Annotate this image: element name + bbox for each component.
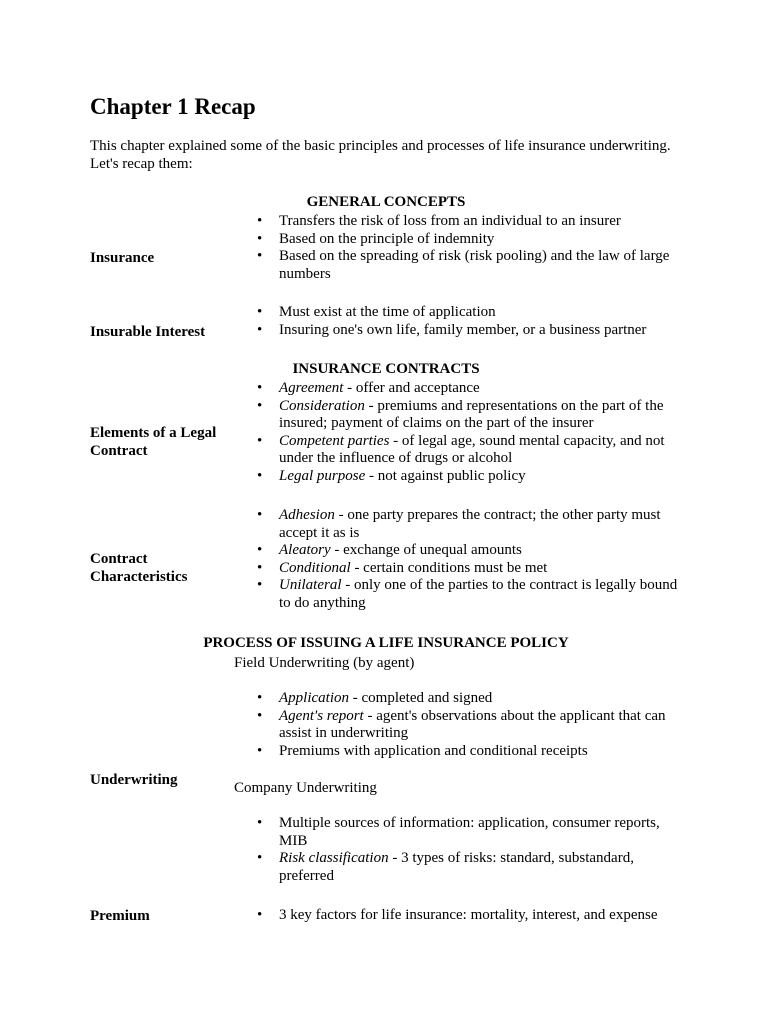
item-desc: - agent's observations about the applicant that can assist in underwriting	[279, 707, 666, 741]
item-term: Aleatory	[279, 542, 331, 558]
term-insurance: Insurance	[90, 250, 155, 266]
item-term: Risk classification	[279, 850, 389, 866]
item-term: Legal purpose	[279, 467, 366, 484]
section-heading-contracts: INSURANCE CONTRACTS	[292, 361, 480, 377]
characteristics-list	[279, 507, 684, 612]
list-item	[279, 815, 684, 850]
field-underwriting-list	[279, 690, 684, 760]
list-item	[279, 398, 684, 433]
section-heading-process: PROCESS OF ISSUING A LIFE INSURANCE POLICY	[203, 635, 569, 651]
elements-list	[279, 380, 684, 485]
item-desc: - 3 types of risks: standard, substandard, preferred	[279, 850, 634, 884]
item-desc: - of legal age, sound mental capacity, and not under the influence of drugs or alcohol	[279, 432, 665, 466]
item-term: Consideration	[279, 397, 365, 414]
term-elements-legal-contract: Elements of a Legal Contract	[90, 425, 217, 459]
item-desc: - exchange of unequal amounts	[330, 542, 522, 558]
list-item	[279, 690, 684, 708]
page-title: Chapter 1 Recap	[90, 94, 256, 119]
item-desc: - one party prepares the contract; the other party must accept it as is	[279, 507, 661, 541]
insurable-interest-list	[279, 304, 684, 339]
item-term: Application	[279, 690, 349, 706]
list-item	[279, 560, 684, 578]
list-item	[279, 468, 684, 486]
item-desc: - premiums and representations on the part of the insured; payment of claims on the part of the insurer	[279, 397, 664, 431]
list-item: • Based on the principle of indemnity	[279, 231, 684, 249]
list-item	[279, 542, 684, 560]
term-insurable-interest: Insurable Interest	[90, 324, 206, 340]
list-item	[279, 433, 684, 468]
list-item	[279, 577, 684, 612]
list-item	[279, 507, 684, 542]
item-term: Unilateral	[279, 577, 342, 593]
list-item	[279, 743, 684, 761]
list-item: • Transfers the risk of loss from an individual to an insurer	[279, 213, 684, 231]
list-item: • Must exist at the time of application	[279, 304, 684, 322]
list-item: • Based on the spreading of risk (risk pooling) and the law of large numbers	[279, 248, 684, 283]
item-term: Adhesion	[279, 507, 335, 523]
list-item	[279, 708, 684, 743]
term-premium: Premium	[90, 908, 150, 924]
company-underwriting-label: Company Underwriting	[234, 780, 377, 796]
list-item: • Insuring one's own life, family member, or a business partner	[279, 322, 684, 340]
item-desc: - offer and acceptance	[343, 380, 480, 396]
item-desc: - completed and signed	[349, 690, 493, 706]
list-item	[279, 850, 684, 885]
item-desc: - certain conditions must be met	[350, 559, 548, 576]
list-item: • 3 key factors for life insurance: mortality, interest, and expense	[279, 907, 684, 925]
item-term: Agreement	[279, 380, 344, 396]
item-desc: - not against public policy	[365, 467, 526, 484]
insurance-list	[279, 213, 684, 283]
field-underwriting-label: Field Underwriting (by agent)	[234, 655, 415, 671]
premium-list	[279, 907, 684, 925]
item-desc: Premiums with application and conditional receipts	[279, 742, 588, 759]
term-contract-characteristics: Contract Characteristics	[90, 551, 188, 585]
item-desc: - only one of the parties to the contract is legally bound to do anything	[279, 577, 678, 611]
section-heading-general: GENERAL CONCEPTS	[306, 194, 466, 210]
list-item	[279, 380, 684, 398]
item-term: Agent's report	[279, 707, 364, 724]
item-term: Conditional	[279, 559, 351, 576]
term-underwriting: Underwriting	[90, 772, 178, 788]
company-underwriting-list	[279, 815, 684, 885]
item-term: Competent parties	[279, 432, 390, 449]
item-desc: Multiple sources of information: application, consumer reports, MIB	[279, 815, 660, 849]
intro-paragraph: This chapter explained some of the basic principles and processes of life insurance underwriting. Let's recap them:	[90, 138, 671, 172]
